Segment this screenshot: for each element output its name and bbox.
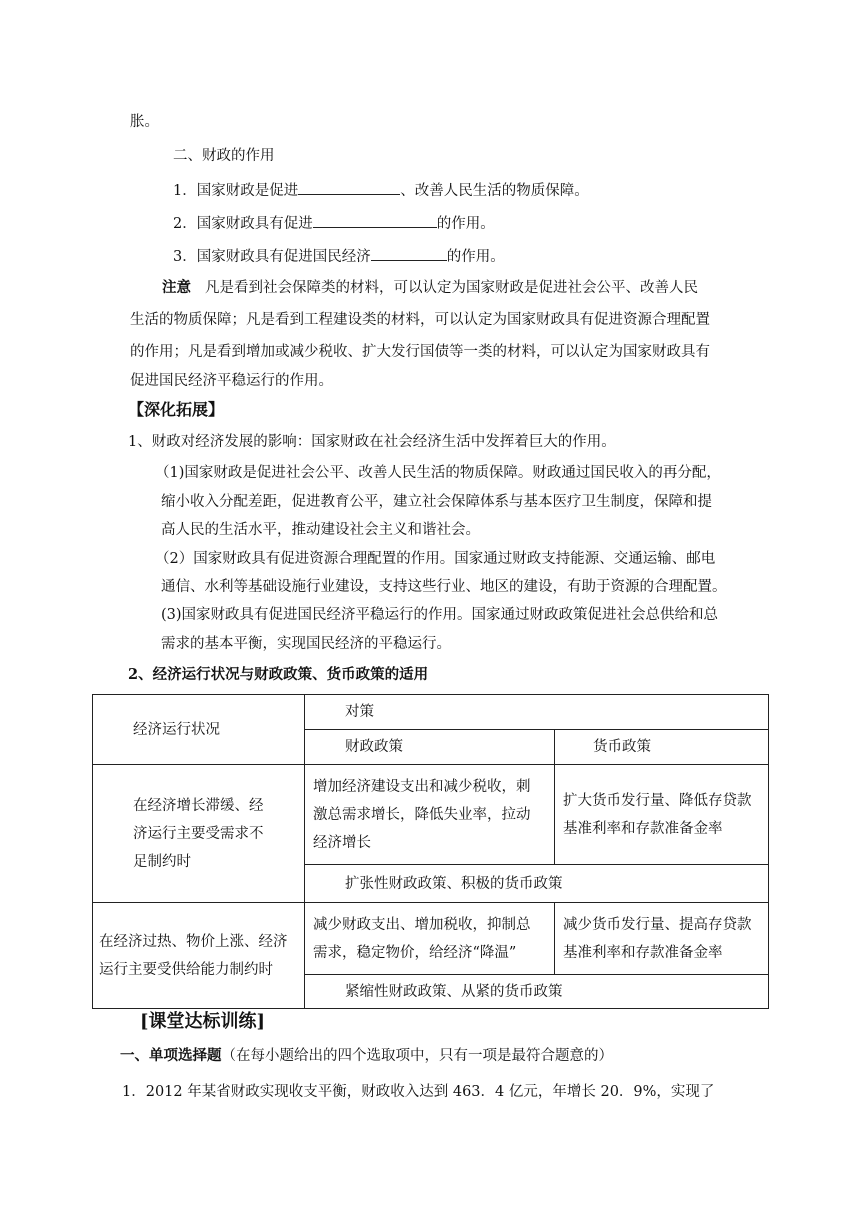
note-line: 的作用；凡是看到增加或减少税收、扩大发行国债等一类的材料，可以认定为国家财政具有 — [130, 344, 710, 360]
header-monetary: 货币政策 — [555, 730, 769, 765]
status-cell: 在经济过热、物价上涨、经济 运行主要受供给能力制约时 — [93, 903, 305, 1009]
text-line: 胀。 — [130, 114, 159, 130]
fiscal-cell: 增加经济建设支出和减少税收，刺 激总需求增长，降低失业率，拉动 经济增长 — [305, 765, 555, 865]
question-1: 1．2012 年某省财政实现收支平衡，财政收入达到 463．4 亿元，年增长 20．9%，实现了 — [122, 1084, 715, 1100]
fill-in-item-2: 2．国家财政具有促进 的作用。 — [173, 213, 495, 234]
header-status: 经济运行状况 — [93, 695, 305, 765]
summary-cell: 紧缩性财政政策、从紧的货币政策 — [305, 975, 769, 1009]
header-policy: 对策 — [305, 695, 769, 730]
paragraph-line: 1、财政对经济发展的影响：国家财政在社会经济生活中发挥着巨大的作用。 — [128, 434, 616, 450]
monetary-cell: 减少货币发行量、提高存贷款 基准利率和存款准备金率 — [555, 903, 769, 975]
blank-1[interactable] — [298, 180, 400, 195]
paragraph-line: 2、经济运行状况与财政政策、货币政策的适用 — [128, 666, 429, 683]
fill-in-item-1: 1．国家财政是促进 、改善人民生活的物质保障。 — [173, 180, 589, 201]
question-header: 一、单项选择题（在每小题给出的四个选取项中，只有一项是最符合题意的） — [120, 1047, 613, 1064]
header-fiscal: 财政政策 — [305, 730, 555, 765]
note-line: 促进国民经济平稳运行的作用。 — [130, 373, 333, 389]
note-line: 注意 凡是看到社会保障类的材料，可以认定为国家财政是促进社会公平、改善人民 — [162, 279, 698, 296]
note-line: 生活的物质保障；凡是看到工程建设类的材料，可以认定为国家财政具有促进资源合理配置 — [130, 312, 710, 328]
table-row — [93, 765, 769, 865]
training-title: [课堂达标训练] — [140, 1011, 266, 1032]
paragraph-line: 缩小收入分配差距，促进教育公平，建立社会保障体系与基本医疗卫生制度，保障和提 — [161, 494, 712, 510]
table-row — [93, 903, 769, 975]
note-label: 注意 — [162, 279, 191, 296]
paragraph-line: (3)国家财政具有促进国民经济平稳运行的作用。国家通过财政政策促进社会总供给和总 — [161, 607, 719, 623]
section-title: 【深化拓展】 — [128, 400, 225, 419]
paragraph-line: 高人民的生活水平，推动建设社会主义和谐社会。 — [161, 522, 480, 538]
monetary-cell: 扩大货币发行量、降低存贷款 基准利率和存款准备金率 — [555, 765, 769, 865]
blank-2[interactable] — [313, 213, 437, 228]
paragraph-line: （2）国家财政具有促进资源合理配置的作用。国家通过财政支持能源、交通运输、邮电 — [155, 551, 716, 567]
paragraph-line: （1)国家财政是促进社会公平、改善人民生活的物质保障。财政通过国民收入的再分配， — [155, 465, 721, 481]
fiscal-cell: 减少财政支出、增加税收，抑制总 需求，稳定物价，给经济“降温” — [305, 903, 555, 975]
policy-table — [92, 694, 769, 1009]
section-heading: 二、财政的作用 — [173, 148, 275, 164]
paragraph-line: 通信、水利等基础设施行业建设，支持这些行业、地区的建设，有助于资源的合理配置。 — [161, 579, 727, 595]
status-cell: 在经济增长滞缓、经 济运行主要受需求不 足制约时 — [93, 765, 305, 903]
summary-cell: 扩张性财政政策、积极的货币政策 — [305, 865, 769, 903]
blank-3[interactable] — [371, 246, 447, 261]
paragraph-line: 需求的基本平衡，实现国民经济的平稳运行。 — [161, 636, 451, 652]
fill-in-item-3: 3．国家财政具有促进国民经济 的作用。 — [173, 246, 505, 267]
